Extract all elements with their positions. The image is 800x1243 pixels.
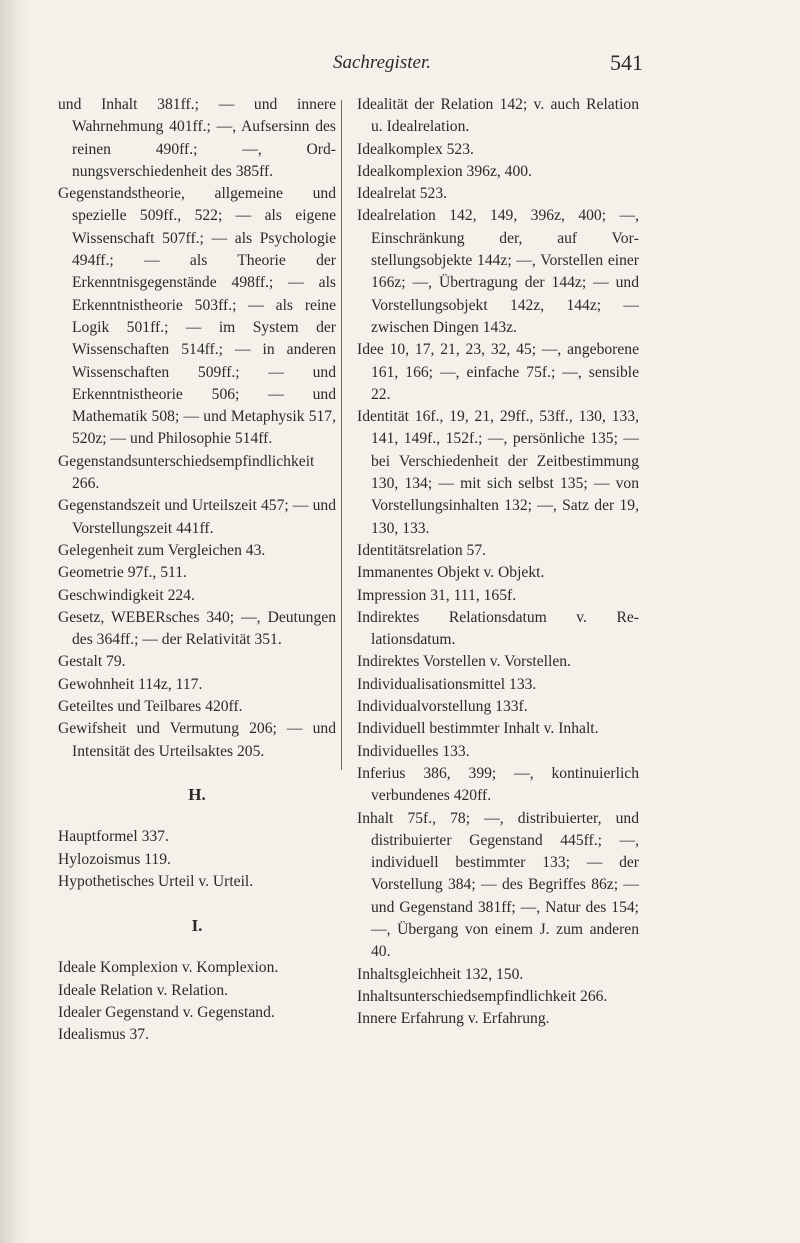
index-entry: Ideale Relation v. Relation. (58, 981, 229, 999)
index-entry: Idealrelat 523. (357, 185, 448, 203)
index-entry: Idealität der Relation 142; v. auch Relation u. Idealrelation. (357, 96, 639, 136)
index-entry: Individualvorstellung 133f. (357, 698, 528, 716)
index-entry: Ideale Komplexion v. Komplexion. (58, 959, 279, 977)
index-entry: Idealrelation 142, 149, 396z, 400; —, Einschränkung der, auf Vorstellungsobjekte 144z; —, Vorstellen einer 166z; —, Übertragung der 144z; — und Vorstellungsobjekt 142z, 144z; — zwischen Dingen 143z. (357, 207, 639, 336)
index-entry: Gesetz, WEBERsches 340; —, Deutungen des 364ff.; — der Relativität 351. (58, 608, 336, 649)
column-divider (341, 100, 342, 770)
index-entry: Gewifsheit und Vermutung 206; — und Intensität des Urteilsaktes 205. (58, 720, 336, 760)
index-entry: Idealismus 37. (58, 1026, 149, 1044)
index-entry: Idealer Gegenstand v. Gegenstand. (58, 1003, 275, 1021)
index-entry: Individuell bestimmter Inhalt v. Inhalt. (357, 720, 599, 738)
index-entry: Geteiltes und Teilbares 420ff. (58, 698, 243, 716)
page-number: 541 (610, 50, 643, 75)
index-entry: Individualisationsmittel 133. (357, 675, 537, 693)
index-entry: Gegenstandstheorie, allgemeine und spezielle 509ff., 522; — als eigene Wissenschaft 507ff.; — als Psychologie 494ff.; — als Theorie der Erkenntnisgegenstände 498ff.; — als Erkenntnistheorie 503ff.; — als reine Logik 501ff.; — im System der Wissenschaften 514ff.; — in anderen Wissenschaften 509ff.; — und Erkenntnistheorie 506; — und Mathematik 508; — und Metaphysik 517, 520z; — und Philosophie 514ff. (58, 185, 336, 448)
index-entry: Gegenstandszeit und Urteilszeit 457; — und Vorstellungszeit 441ff. (58, 497, 336, 537)
left-column (58, 94, 336, 1047)
index-entry: Indirektes Relationsdatum v. Relationsdatum. (357, 608, 639, 649)
index-entry: Impression 31, 111, 165f. (357, 586, 517, 604)
index-entry: Individuelles 133. (357, 742, 470, 760)
index-entry: Geschwindigkeit 224. (58, 586, 195, 604)
page-header (0, 52, 800, 82)
index-entry: Hypothetisches Urteil v. Urteil. (58, 872, 254, 890)
index-entry: Gelegenheit zum Vergleichen 43. (58, 541, 266, 559)
index-entry: Idee 10, 17, 21, 23, 32, 45; —, angeborene 161, 166; —, einfache 75f.; —, sensible 22. (357, 341, 639, 403)
index-entry: Immanentes Objekt v. Objekt. (357, 564, 545, 582)
index-entry: Idealkomplexion 396z, 400. (357, 162, 532, 180)
index-entry: Inhaltsgleichheit 132, 150. (357, 965, 524, 983)
index-entry: Hylozoismus 119. (58, 850, 171, 868)
index-entry: Gestalt 79. (58, 653, 126, 671)
index-entry: Gegenstandsunterschiedsempfindlichkeit 266. (58, 452, 315, 493)
index-entry: Gewohnheit 114z, 117. (58, 675, 203, 693)
index-entry: Idealkomplex 523. (357, 140, 474, 158)
index-entry: Inhalt 75f., 78; —, distribuierter, und distribuierter Gegenstand 445ff.; —, individuell bestimmter 133; — der Vorstellung 384; — des Begriffes 86z; — und Gegenstand 381ff; —, Natur des 154; —, Übergang von einem J. zum anderen 40. (357, 809, 639, 961)
index-entry: Identität 16f., 19, 21, 29ff., 53ff., 130, 133, 141, 149f., 152f.; —, persönliche 135; — bei Verschiedenheit der Zeitbestimmung 130, 134; — mit sich selbst 135; — von Vorstellungsinhalten 132; —, Satz der 19, 130, 133. (357, 408, 639, 537)
index-entry: Inhaltsunterschiedsempfindlichkeit 266. (357, 987, 608, 1005)
index-entry: und Inhalt 381ff.; — und innere Wahrnehmung 401ff.; —, Aufsersinn des reinen 490ff.; —, Ordnungsverschiedenheit des 385ff. (58, 96, 336, 180)
section-heading-h: H. (188, 784, 206, 804)
index-entry: Indirektes Vorstellen v. Vorstellen. (357, 653, 571, 671)
index-entry: Inferius 386, 399; —, kontinuierlich verbundenes 420ff. (357, 764, 639, 805)
index-entry: Hauptformel 337. (58, 828, 169, 846)
running-head: Sachregister. (333, 52, 431, 73)
section-heading-i: I. (191, 916, 203, 936)
index-entry: Innere Erfahrung v. Erfahrung. (357, 1010, 550, 1028)
index-entry: Identitätsrelation 57. (357, 541, 487, 559)
page-edge-shadow (0, 0, 30, 1243)
right-column (357, 94, 639, 1030)
index-entry: Geometrie 97f., 511. (58, 564, 187, 582)
